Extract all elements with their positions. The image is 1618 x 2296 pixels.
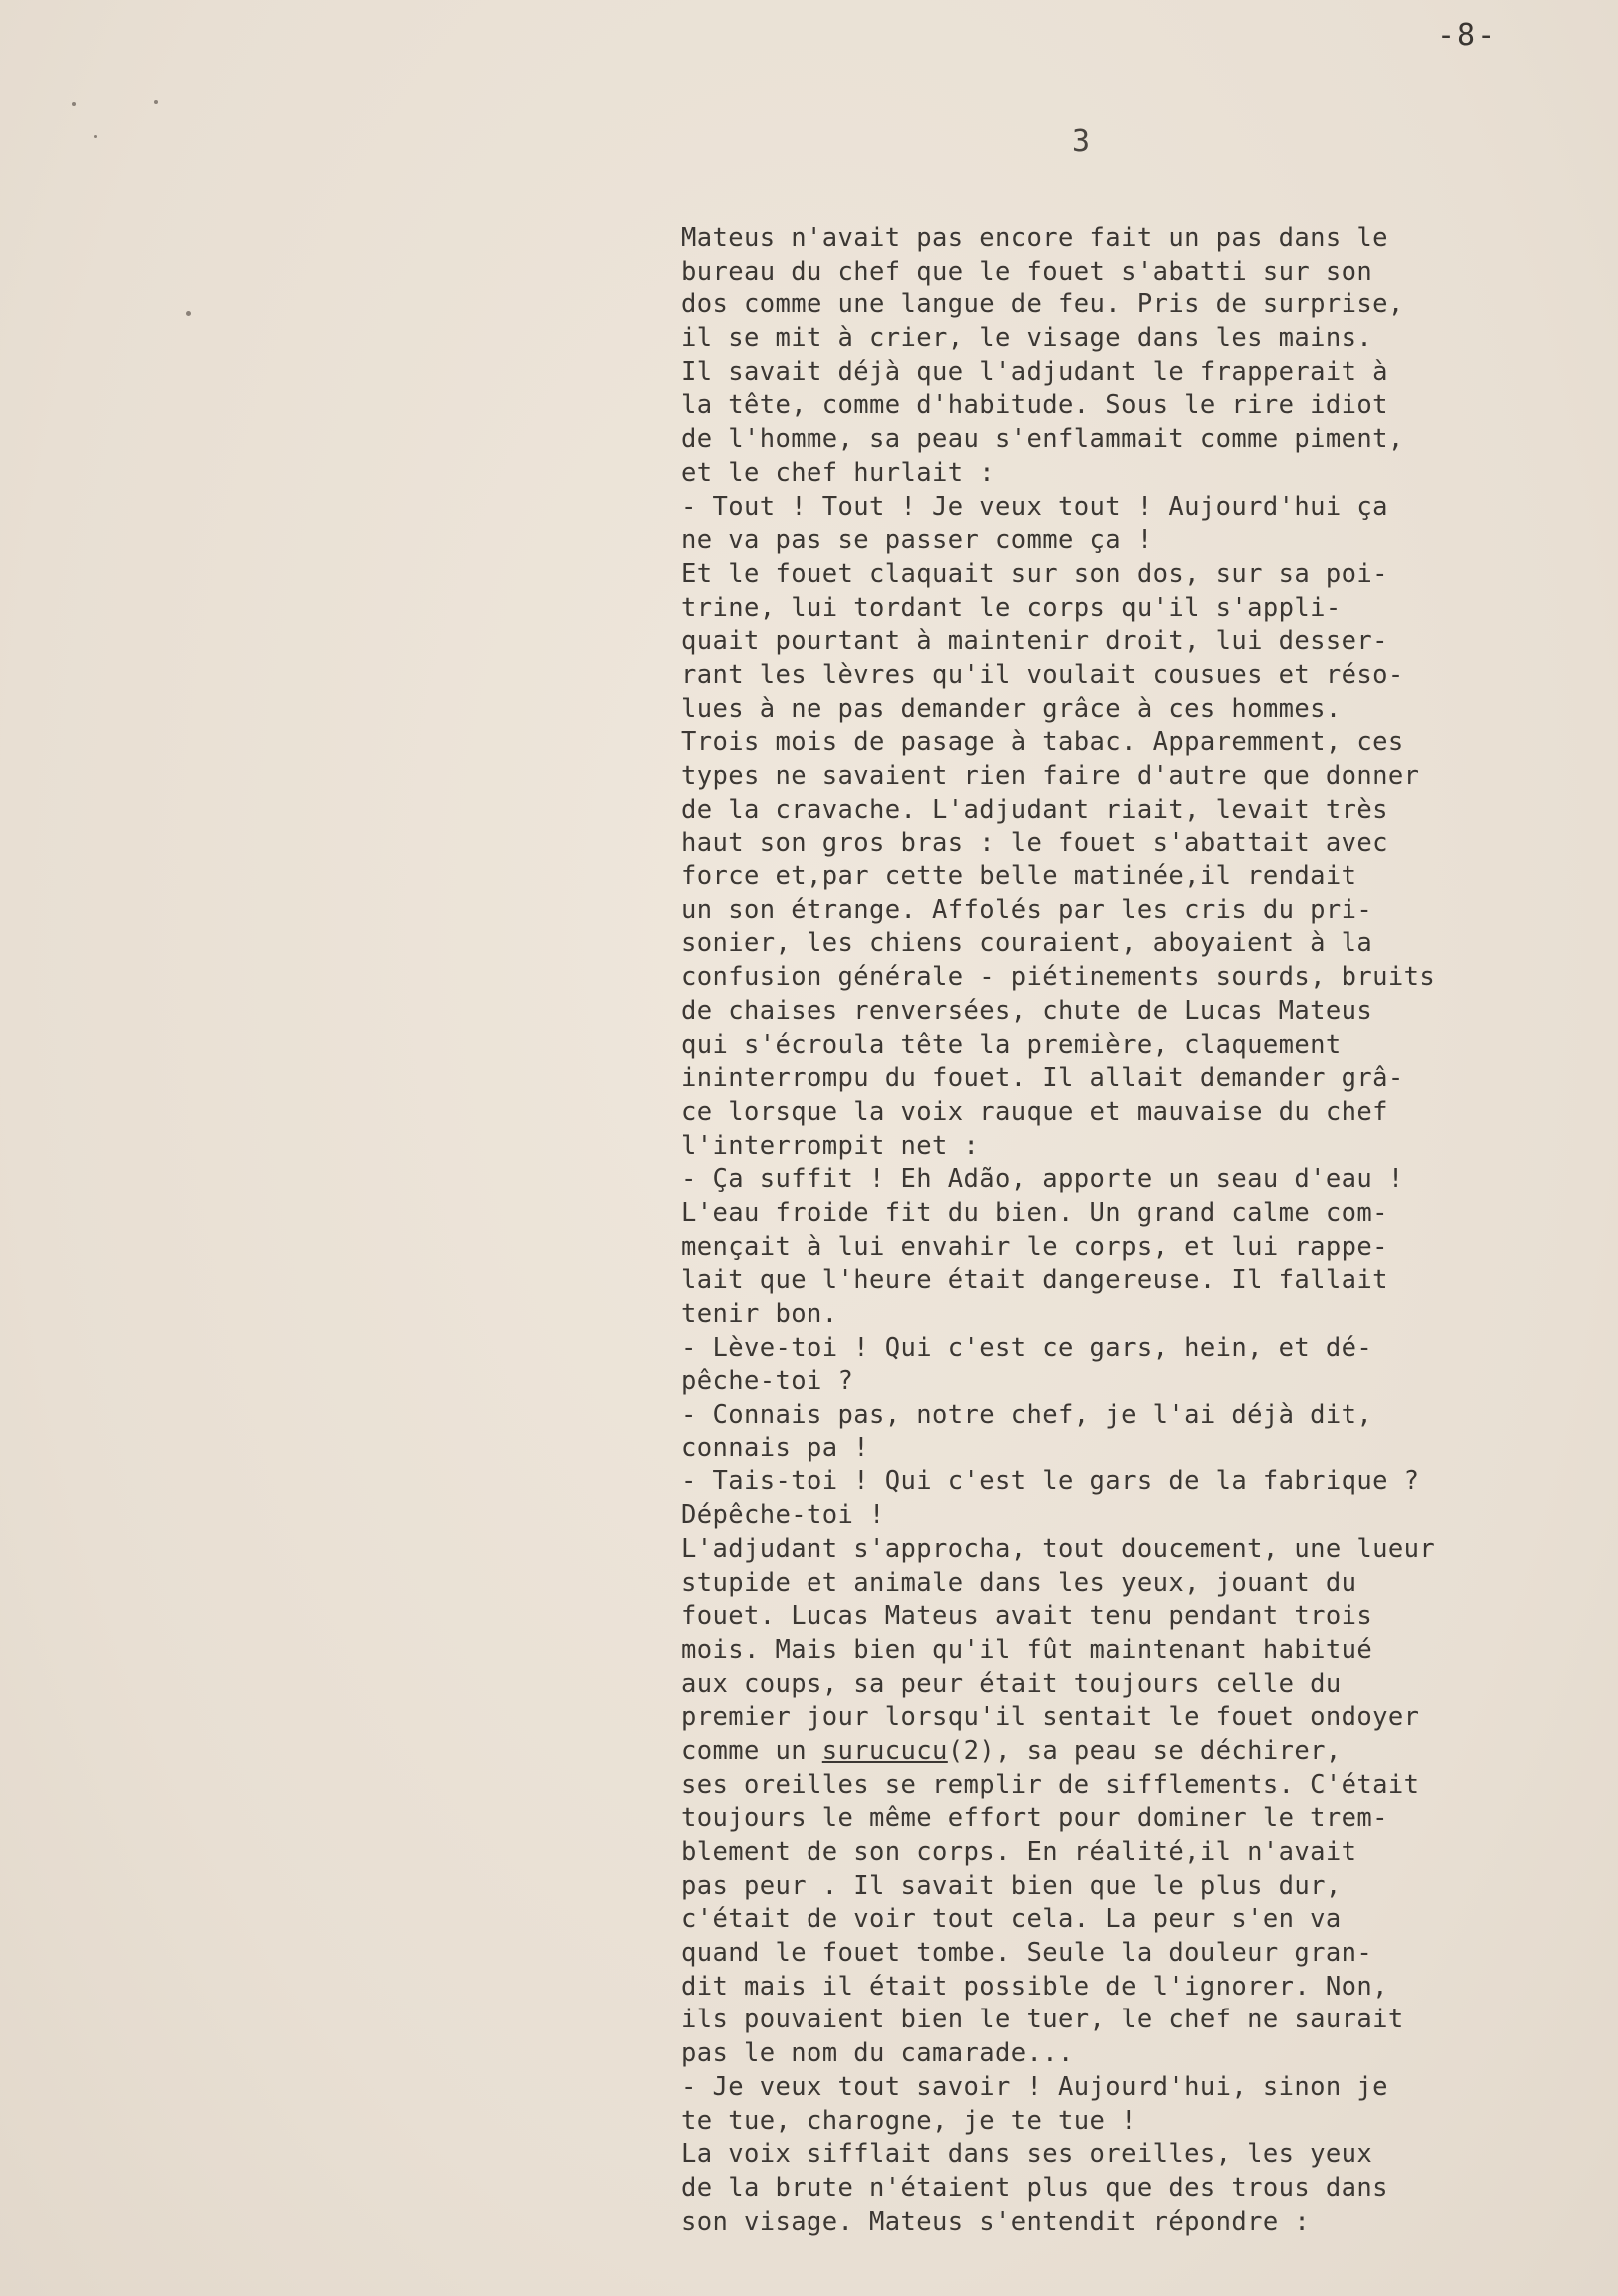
paper-speck	[154, 100, 158, 104]
text-line: aux coups, sa peur était toujours celle du	[681, 1668, 1342, 1699]
text-line: qui s'écroula tête la première, claquement	[681, 1029, 1342, 1060]
text-line: la tête, comme d'habitude. Sous le rire idiot	[681, 390, 1388, 421]
text-line: stupide et animale dans les yeux, jouant du	[681, 1567, 1357, 1598]
paper-speck	[72, 102, 76, 106]
text-line: - Tais-toi ! Qui c'est le gars de la fabrique ?	[681, 1466, 1420, 1497]
text-line: premier jour lorsqu'il sentait le fouet ondoyer	[681, 1702, 1420, 1733]
text-line: mois. Mais bien qu'il fût maintenant habitué	[681, 1634, 1373, 1665]
text-line: ininterrompu du fouet. Il allait demander grâ-	[681, 1063, 1404, 1094]
text-line: fouet. Lucas Mateus avait tenu pendant trois	[681, 1601, 1373, 1632]
text-line: sonier, les chiens couraient, aboyaient à la	[681, 928, 1373, 959]
text-line: L'adjudant s'approcha, tout doucement, une lueur	[681, 1533, 1436, 1564]
text-line: - Tout ! Tout ! Je veux tout ! Aujourd'hui ça	[681, 491, 1388, 522]
text-line: lues à ne pas demander grâce à ces hommes.	[681, 693, 1342, 724]
text-line: mençait à lui envahir le corps, et lui rappe-	[681, 1231, 1388, 1262]
page-number: -8-	[1437, 18, 1498, 53]
text-line: - Je veux tout savoir ! Aujourd'hui, sinon je	[681, 2071, 1388, 2102]
text-line: un son étrange. Affolés par les cris du pri-	[681, 894, 1373, 925]
text-line: Et le fouet claquait sur son dos, sur sa poi-	[681, 558, 1388, 589]
text-line: toujours le même effort pour dominer le trem-	[681, 1803, 1388, 1834]
text-line: tenir bon.	[681, 1299, 838, 1329]
section-number: 3	[1072, 124, 1091, 159]
text-line: pêche-toi ?	[681, 1366, 854, 1397]
text-line: dit mais il était possible de l'ignorer. Non,	[681, 1971, 1388, 2002]
text-line: La voix sifflait dans ses oreilles, les yeux	[681, 2139, 1373, 2170]
text-line: confusion générale - piétinements sourds, bruits	[681, 962, 1436, 993]
text-line: types ne savaient rien faire d'autre que donner	[681, 761, 1420, 791]
text-line: force et,par cette belle matinée,il rendait	[681, 861, 1357, 892]
text-line: son visage. Mateus s'entendit répondre :	[681, 2206, 1311, 2237]
body-text	[681, 222, 1559, 2239]
text-line: quand le fouet tombe. Seule la douleur gran-	[681, 1938, 1373, 1969]
text-line: ils pouvaient bien le tuer, le chef ne saurait	[681, 2005, 1404, 2035]
text-line: de la brute n'étaient plus que des trous dans	[681, 2172, 1388, 2203]
text-line: ses oreilles se remplir de sifflements. C'était	[681, 1769, 1420, 1800]
text-line: c'était de voir tout cela. La peur s'en va	[681, 1904, 1342, 1935]
paper-speck	[94, 135, 97, 138]
text-line: - Ça suffit ! Eh Adão, apporte un seau d'eau !	[681, 1164, 1404, 1195]
text-line: trine, lui tordant le corps qu'il s'appli-	[681, 592, 1342, 623]
text-line: de chaises renversées, chute de Lucas Mateus	[681, 995, 1373, 1026]
text-line: de la cravache. L'adjudant riait, levait très	[681, 794, 1388, 825]
text-line: rant les lèvres qu'il voulait cousues et réso-	[681, 659, 1404, 690]
text-line: il se mit à crier, le visage dans les mains.	[681, 323, 1373, 354]
text-line: te tue, charogne, je te tue !	[681, 2105, 1137, 2136]
text-line: quait pourtant à maintenir droit, lui desser-	[681, 626, 1388, 657]
text-line: l'interrompit net :	[681, 1130, 980, 1161]
text-line: bureau du chef que le fouet s'abatti sur son	[681, 256, 1373, 287]
paper-speck	[186, 311, 191, 316]
text-line: - Lève-toi ! Qui c'est ce gars, hein, et dé-	[681, 1332, 1373, 1363]
text-line: de l'homme, sa peau s'enflammait comme piment,	[681, 424, 1404, 455]
text-line: Dépêche-toi !	[681, 1500, 885, 1531]
text-line: et le chef hurlait :	[681, 457, 996, 488]
text-line: connais pa !	[681, 1433, 870, 1463]
text-line: pas peur . Il savait bien que le plus dur,	[681, 1870, 1342, 1901]
text-line: pas le nom du camarade...	[681, 2038, 1074, 2069]
text-line: Trois mois de pasage à tabac. Apparemment, ces	[681, 727, 1404, 758]
text-line: blement de son corps. En réalité,il n'avait	[681, 1837, 1357, 1867]
text-line: dos comme une langue de feu. Pris de surprise,	[681, 289, 1404, 320]
text-segment: (2), sa peau se déchirer,	[947, 1735, 1342, 1766]
text-segment: comme un	[681, 1735, 822, 1766]
text-line: ne va pas se passer comme ça !	[681, 525, 1153, 556]
text-line: L'eau froide fit du bien. Un grand calme com-	[681, 1197, 1388, 1228]
text-line	[681, 1735, 1559, 1769]
text-line: haut son gros bras : le fouet s'abattait avec	[681, 828, 1388, 859]
text-line: - Connais pas, notre chef, je l'ai déjà dit,	[681, 1400, 1373, 1431]
text-line: Mateus n'avait pas encore fait un pas dans le	[681, 223, 1388, 253]
underlined-word: surucucu	[821, 1735, 948, 1766]
text-line: lait que l'heure était dangereuse. Il fallait	[681, 1265, 1388, 1296]
text-line: Il savait déjà que l'adjudant le frapperait à	[681, 356, 1388, 387]
text-line: ce lorsque la voix rauque et mauvaise du chef	[681, 1096, 1388, 1127]
